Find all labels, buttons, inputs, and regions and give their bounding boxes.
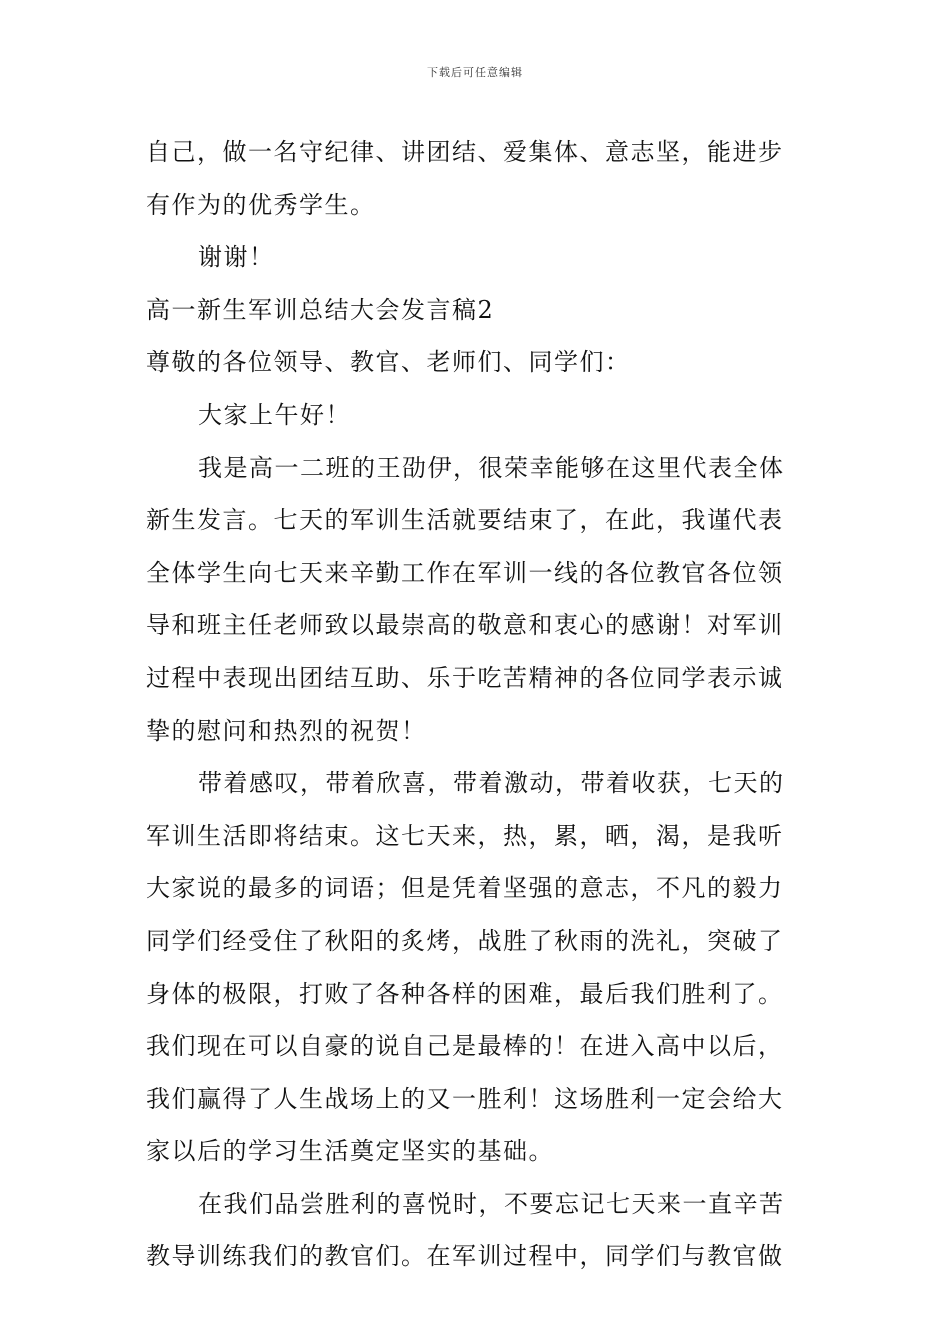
text-line: 挚的慰问和热烈的祝贺！ [146, 716, 427, 745]
document-body [146, 126, 806, 1283]
text-line: 新生发言。七天的军训生活就要结束了，在此，我谨代表 [146, 506, 784, 535]
text-line: 带着感叹，带着欣喜，带着激动，带着收获，七天的 [198, 769, 785, 798]
text-line: 军训生活即将结束。这七天来，热，累，晒，渴，是我听 [146, 821, 784, 850]
text-line: 我们赢得了人生战场上的又一胜利！这场胜利一定会给大 [146, 1084, 784, 1113]
text-line: 谢谢！ [198, 243, 275, 272]
text-line: 教导训练我们的教官们。在军训过程中，同学们与教官做 [146, 1242, 784, 1271]
text-line: 身体的极限，打败了各种各样的困难，最后我们胜利了。 [146, 979, 784, 1008]
text-line: 家以后的学习生活奠定坚实的基础。 [146, 1137, 554, 1166]
text-line: 有作为的优秀学生。 [146, 190, 376, 219]
text-line: 大家说的最多的词语；但是凭着坚强的意志，不凡的毅力 [146, 874, 784, 903]
text-line: 尊敬的各位领导、教官、老师们、同学们： [146, 348, 631, 377]
text-line: 过程中表现出团结互助、乐于吃苦精神的各位同学表示诚 [146, 663, 784, 692]
text-line: 大家上午好！ [198, 400, 351, 429]
text-line: 高一新生军训总结大会发言稿2 [146, 295, 495, 324]
page-header-note: 下载后可任意编辑 [427, 66, 523, 79]
text-line: 同学们经受住了秋阳的炙烤，战胜了秋雨的洗礼，突破了 [146, 926, 784, 955]
text-line: 我们现在可以自豪的说自己是最棒的！在进入高中以后， [146, 1032, 784, 1061]
text-line: 导和班主任老师致以最崇高的敬意和衷心的感谢！对军训 [146, 611, 784, 640]
text-line: 我是高一二班的王劭伊，很荣幸能够在这里代表全体 [198, 453, 785, 482]
text-line: 自己，做一名守纪律、讲团结、爱集体、意志坚，能进步 [146, 138, 784, 166]
text-line: 全体学生向七天来辛勤工作在军训一线的各位教官各位领 [146, 558, 784, 587]
text-line: 在我们品尝胜利的喜悦时，不要忘记七天来一直辛苦 [198, 1189, 785, 1218]
